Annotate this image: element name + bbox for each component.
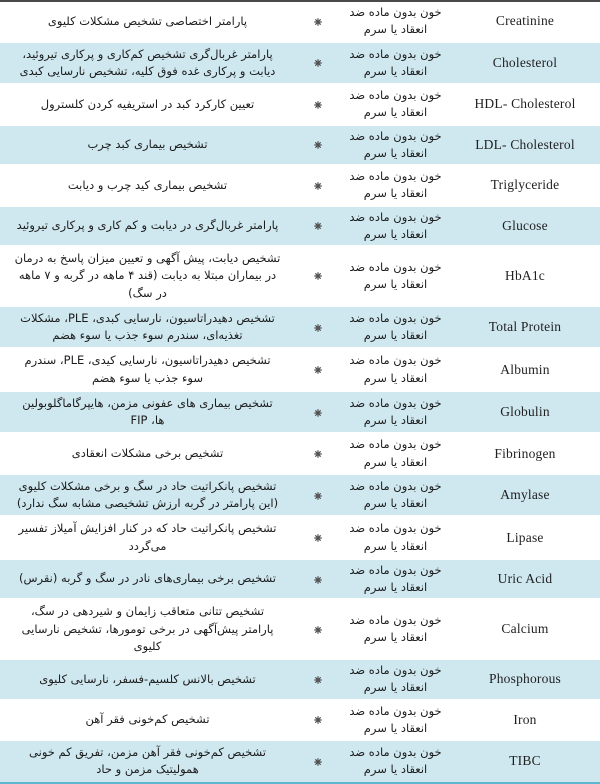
asterisk-icon: [314, 101, 322, 109]
test-name-cell: [450, 246, 600, 306]
marker-cell: [295, 84, 341, 125]
sample-type-line1: خون بدون ماده ضد: [349, 169, 442, 183]
marker-cell: [295, 599, 341, 659]
asterisk-icon: [314, 676, 322, 684]
sample-type-cell: [341, 306, 450, 349]
sample-type-cell: [341, 659, 450, 700]
marker-cell: [295, 700, 341, 741]
asterisk-icon: [314, 758, 322, 766]
sample-type-line2: انعقاد یا سرم: [363, 328, 428, 342]
test-name: Amylase: [500, 487, 550, 502]
marker-cell: [295, 246, 341, 306]
marker-cell: [295, 42, 341, 85]
test-description-cell: [0, 433, 295, 474]
asterisk-icon: [314, 182, 322, 190]
sample-type-line1: خون بدون ماده ضد: [349, 521, 442, 536]
table-row: [0, 474, 600, 517]
test-name-cell: [450, 740, 600, 782]
sample-type-cell: [341, 516, 450, 559]
test-name-cell: [450, 700, 600, 741]
sample-type-line1: خون بدون ماده ضد: [349, 259, 442, 274]
test-description-cell: [0, 659, 295, 700]
sample-type-cell: [341, 391, 450, 434]
test-description-cell: [0, 474, 295, 517]
sample-type-cell: [341, 433, 450, 474]
test-description: تشخیص دهیدراتاسیون، نارسایی کیدی، PLE، سندرم سوء جذب یا سوء هضم: [24, 353, 271, 385]
test-description: پارامتر غربال‌گری در دیابت و کم کاری و پرکاری تیروئید: [16, 218, 279, 233]
table-row: [0, 599, 600, 659]
table-row: [0, 206, 600, 247]
test-name: Glucose: [502, 217, 548, 233]
test-description-cell: [0, 84, 295, 125]
asterisk-icon: [314, 141, 322, 149]
test-description-cell: [0, 348, 295, 391]
sample-type-line1: خون بدون ماده ضد: [349, 395, 442, 410]
sample-type-line2: انعقاد یا سرم: [363, 454, 428, 469]
sample-type-line1: خون بدون ماده ضد: [349, 128, 442, 143]
test-description-cell: [0, 125, 295, 166]
sample-type-line1: خون بدون ماده ضد: [349, 353, 442, 368]
test-name-cell: [450, 433, 600, 474]
sample-type-line2: انعقاد یا سرم: [363, 370, 428, 385]
test-description: تشخیص برخی بیماری‌های نادر در سگ و گربه (نقرس): [19, 571, 276, 586]
sample-type-line1: خون بدون ماده ضد: [349, 703, 442, 718]
test-description-cell: [0, 42, 295, 85]
table-row: [0, 306, 600, 349]
sample-type-cell: [341, 84, 450, 125]
test-description-cell: [0, 165, 295, 206]
test-description: تشخیص کم‌خونی فقر آهن مزمن، تفریق کم خونی همولیتیک مزمن و حاد: [29, 745, 266, 777]
asterisk-icon: [314, 409, 322, 417]
test-name: Lipase: [506, 529, 544, 545]
test-name-cell: [450, 474, 600, 517]
table-body: [0, 2, 600, 782]
test-name: Fibrinogen: [494, 445, 556, 461]
sample-type-line2: انعقاد یا سرم: [363, 680, 428, 695]
table-row: [0, 246, 600, 306]
sample-type-line2: انعقاد یا سرم: [363, 720, 428, 735]
test-description: تشخیص بالانس کلسیم-فسفر، نارسایی کلیوی: [39, 671, 256, 686]
test-description-cell: [0, 740, 295, 782]
test-description: تشخیص دهیدراتاسیون، نارسایی کبدی، PLE، مشکلات تغذیه‌ای، سندرم سوء جذب یا سوء هضم: [20, 310, 275, 342]
sample-type-line2: انعقاد یا سرم: [363, 413, 428, 427]
asterisk-icon: [314, 576, 322, 584]
test-name-cell: [450, 125, 600, 166]
test-description: تشخیص دیابت، پیش آگهی و تعیین میزان پاسخ به درمان در بیماران مبتلا به دیابت (قند ۴ ماهه در گربه و ۷ ماهه در سگ): [14, 251, 281, 300]
test-name-cell: [450, 659, 600, 700]
sample-type-cell: [341, 599, 450, 659]
marker-cell: [295, 125, 341, 166]
marker-cell: [295, 559, 341, 600]
sample-type-line2: انعقاد یا سرم: [363, 145, 428, 160]
test-description-cell: [0, 246, 295, 306]
test-name: Globulin: [500, 404, 550, 419]
test-description: تعیین کارکرد کبد در استریفیه کردن کلسترول: [40, 96, 255, 111]
test-description: تشخیص بیماری های عفونی مزمن، هایپرگاماگلوبولین ها، FIP: [22, 395, 273, 427]
test-name-cell: [450, 306, 600, 349]
test-name: TIBC: [509, 753, 541, 769]
marker-cell: [295, 348, 341, 391]
marker-cell: [295, 740, 341, 782]
sample-type-line2: انعقاد یا سرم: [363, 226, 428, 241]
test-name-cell: [450, 2, 600, 42]
test-description: تشخیص بیماری کبد چرب: [87, 137, 208, 152]
sample-type-line2: انعقاد یا سرم: [363, 22, 428, 37]
asterisk-icon: [314, 716, 322, 724]
marker-cell: [295, 206, 341, 247]
asterisk-icon: [314, 492, 322, 500]
asterisk-icon: [314, 366, 322, 374]
test-name: LDL- Cholesterol: [475, 136, 575, 152]
sample-type-cell: [341, 42, 450, 85]
table-row: [0, 559, 600, 600]
test-description: تشخیص پانکراتیت حاد در سگ و برخی مشکلات کلیوی (این پارامتر در گربه ارزش تشخیصی مشابه سگ ندارد): [16, 478, 279, 510]
test-name: Calcium: [501, 621, 549, 637]
test-name: Cholesterol: [492, 54, 558, 70]
asterisk-icon: [314, 534, 322, 542]
sample-type-line2: انعقاد یا سرم: [363, 105, 428, 120]
marker-cell: [295, 659, 341, 700]
test-name: Albumin: [500, 361, 550, 377]
test-description-cell: [0, 599, 295, 659]
lab-tests-table: [0, 2, 600, 782]
test-name-cell: [450, 206, 600, 247]
test-description: تشخیص کم‌خونی فقر آهن: [85, 712, 210, 727]
table-row: [0, 2, 600, 42]
asterisk-icon: [314, 222, 322, 230]
test-name-cell: [450, 516, 600, 559]
sample-type-line1: خون بدون ماده ضد: [349, 663, 442, 677]
table-row: [0, 391, 600, 434]
sample-type-cell: [341, 246, 450, 306]
test-name-cell: [450, 348, 600, 391]
sample-type-line2: انعقاد یا سرم: [363, 762, 428, 777]
marker-cell: [295, 2, 341, 42]
test-description: پارامتر اختصاصی تشخیص مشکلات کلیوی: [47, 13, 248, 28]
test-name: Creatinine: [495, 13, 555, 29]
sample-type-line1: خون بدون ماده ضد: [349, 310, 442, 325]
asterisk-icon: [314, 324, 322, 332]
asterisk-icon: [314, 18, 322, 26]
sample-type-line2: انعقاد یا سرم: [363, 63, 428, 78]
marker-cell: [295, 516, 341, 559]
sample-type-line2: انعقاد یا سرم: [363, 496, 428, 510]
sample-type-line1: خون بدون ماده ضد: [349, 478, 442, 493]
table-row: [0, 740, 600, 782]
test-name: Phosphorous: [489, 671, 561, 687]
test-description: تشخیص پانکراتیت حاد که در کنار افزایش آمیلاز تفسیر می‌گردد: [18, 521, 277, 553]
test-name: HbA1c: [505, 267, 545, 283]
test-description: تشخیص بیماری کید چرب و دیابت: [67, 177, 228, 192]
test-description-cell: [0, 2, 295, 42]
test-description-cell: [0, 700, 295, 741]
sample-type-line1: خون بدون ماده ضد: [349, 612, 442, 627]
test-name-cell: [450, 42, 600, 85]
table-row: [0, 165, 600, 206]
test-description-cell: [0, 206, 295, 247]
asterisk-icon: [314, 272, 322, 280]
test-name: Total Protein: [488, 319, 562, 334]
asterisk-icon: [314, 450, 322, 458]
sample-type-line1: خون بدون ماده ضد: [349, 562, 442, 577]
test-description: تشخیص تتانی متعاقب زایمان و شیردهی در سگ، پارامتر پیش‌آگهی در برخی تومورها، تشخیص نارسایی کلیوی: [21, 604, 274, 653]
table-row: [0, 348, 600, 391]
marker-cell: [295, 306, 341, 349]
sample-type-cell: [341, 206, 450, 247]
table-row: [0, 125, 600, 166]
sample-type-cell: [341, 165, 450, 206]
sample-type-cell: [341, 474, 450, 517]
table-row: [0, 84, 600, 125]
sample-type-line1: خون بدون ماده ضد: [349, 46, 442, 61]
sample-type-line2: انعقاد یا سرم: [363, 538, 428, 553]
test-name: Uric Acid: [497, 571, 553, 586]
test-name-cell: [450, 165, 600, 206]
table-row: [0, 42, 600, 85]
sample-type-cell: [341, 740, 450, 782]
sample-type-line1: خون بدون ماده ضد: [349, 437, 442, 452]
asterisk-icon: [314, 59, 322, 67]
marker-cell: [295, 391, 341, 434]
sample-type-line2: انعقاد یا سرم: [363, 276, 428, 291]
table-row: [0, 516, 600, 559]
sample-type-cell: [341, 559, 450, 600]
asterisk-icon: [314, 626, 322, 634]
test-description-cell: [0, 516, 295, 559]
sample-type-cell: [341, 2, 450, 42]
test-name-cell: [450, 84, 600, 125]
test-description: پارامتر غربال‌گری تشخیص کم‌کاری و پرکاری تیروئید، دیابت و پرکاری غده فوق کلیه، تشخیص نارسایی کبدی: [19, 46, 276, 78]
sample-type-line2: انعقاد یا سرم: [363, 186, 428, 201]
test-name: Triglyceride: [490, 177, 560, 193]
sample-type-cell: [341, 700, 450, 741]
test-name-cell: [450, 599, 600, 659]
table-row: [0, 433, 600, 474]
sample-type-line2: انعقاد یا سرم: [363, 630, 428, 645]
table-row: [0, 700, 600, 741]
test-name-cell: [450, 559, 600, 600]
sample-type-line2: انعقاد یا سرم: [363, 580, 428, 594]
test-name-cell: [450, 391, 600, 434]
test-description-cell: [0, 306, 295, 349]
sample-type-line1: خون بدون ماده ضد: [349, 209, 442, 224]
sample-type-cell: [341, 125, 450, 166]
test-description-cell: [0, 559, 295, 600]
marker-cell: [295, 165, 341, 206]
marker-cell: [295, 433, 341, 474]
marker-cell: [295, 474, 341, 517]
sample-type-line1: خون بدون ماده ضد: [349, 745, 442, 759]
test-description-cell: [0, 391, 295, 434]
test-name: HDL- Cholesterol: [474, 96, 576, 112]
test-name: Iron: [513, 711, 537, 727]
sample-type-cell: [341, 348, 450, 391]
table-row: [0, 659, 600, 700]
sample-type-line1: خون بدون ماده ضد: [349, 88, 442, 102]
sample-type-line1: خون بدون ماده ضد: [349, 5, 442, 19]
test-description: تشخیص برخی مشکلات انعقادی: [71, 445, 224, 460]
